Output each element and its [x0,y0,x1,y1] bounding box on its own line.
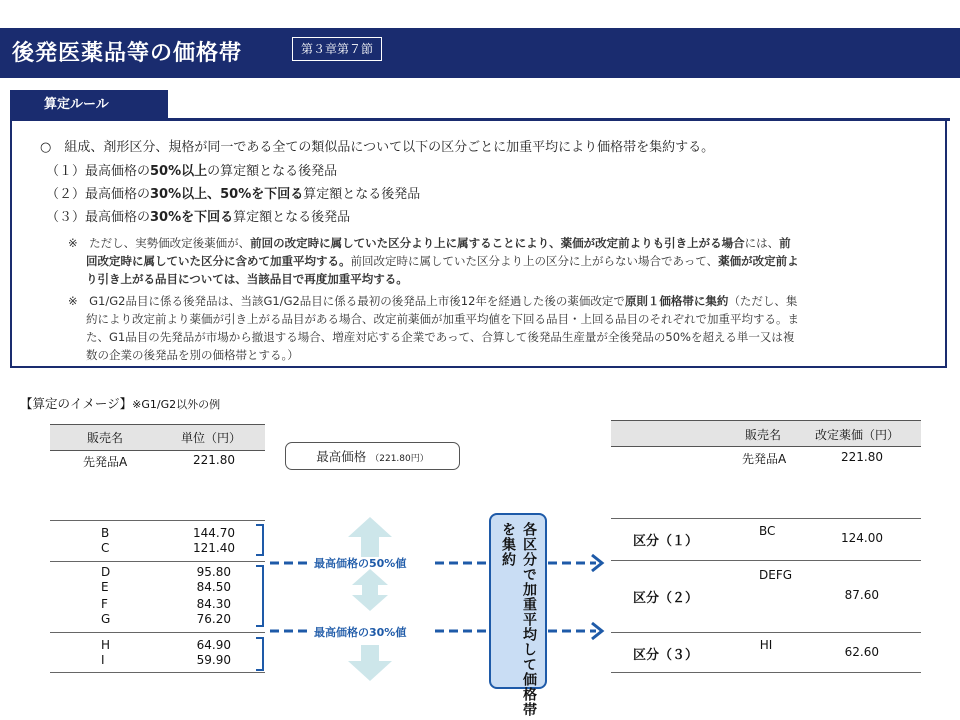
kubun-1-label: 区分（１） [633,534,699,549]
left-row-price: 84.50 [196,580,231,594]
threshold-30-label: 最高価格の30%値 [314,626,407,639]
left-row-price: 64.90 [196,638,231,652]
note2-line4: 数の企業の後発品を別の価格帯とする。） [86,348,299,362]
left-row-name: E [101,580,109,594]
max-price-box: 最高価格 （221.80円） [285,442,460,470]
down-arrow-icon [348,645,392,681]
left-original-price: 221.80 [193,453,235,467]
left-row-name: C [101,541,110,555]
note1-line1: ※ ただし、実勢価改定後薬価が、前回の改定時に属していた区分より上に属することにより、薬価が改定前よりも引き上がる場合には、前 [68,236,791,250]
threshold-50-label: 最高価格の50%値 [314,557,407,570]
right-table-bottom-line [611,672,921,673]
left-row-name: I [101,653,105,667]
right-table-divider [611,560,921,561]
note2-line1: ※ G1/G2品目に係る後発品は、当該G1/G2品目に係る最初の後発品上市後12年を経過した後の薬価改定で原則１価格帯に集約（ただし、集 [68,294,798,308]
aggregation-pill-label: 各区分で加重平均して価格帯を集約 [500,522,537,717]
group-2-bracket [256,565,264,627]
left-row-name: F [101,597,108,611]
chapter-badge: 第３章第７節 [292,37,382,61]
left-row-price: 84.30 [196,597,231,611]
rule-tab-label: 算定ルール [10,90,168,120]
left-row-price: 121.40 [193,541,235,555]
left-row-name: B [101,526,110,540]
kubun-2-label: 区分（２） [633,591,699,606]
kubun-3-items: HI [759,638,773,652]
image-heading: 【算定のイメージ】※G1/G2以外の例 [20,396,221,411]
left-row-price: 95.80 [196,565,231,579]
left-col-name: 販売名 [87,431,124,445]
left-original-name: 先発品A [83,455,128,469]
rule-item-1: （１）最高価格の50%以上の算定額となる後発品 [46,164,338,179]
kubun-2-items: DEFG [759,568,793,582]
up-arrow-icon [348,517,392,557]
group-1-bracket [256,524,264,556]
left-table-divider [50,632,265,633]
right-table-divider [611,632,921,633]
left-table-divider [50,520,265,521]
rule-item-2: （２）最高価格の30%以上、50%を下回る算定額となる後発品 [46,187,421,202]
group-3-bracket [256,637,264,671]
note2-line2: 約により改定前より薬価が引き上がる品目がある場合、改定前薬価が加重平均値を下回る品目・上回る品目のそれぞれで加重平均する。ま [86,312,799,326]
note1-line3: り引き上がる品目については、当該品目で再度加重平均する。 [86,272,408,286]
right-col-name: 販売名 [745,428,782,442]
right-table-divider [611,518,921,519]
left-row-price: 144.70 [193,526,235,540]
page-title: 後発医薬品等の価格帯 [12,41,243,66]
right-original-price: 221.80 [841,450,883,464]
note1-line2: 回改定時に属していた区分に含めて加重平均する。前回改定時に属していた区分より上の区分に上がらない場合であって、薬価が改定前よ [86,254,799,268]
rule-item-3: （３）最高価格の30%を下回る算定額となる後発品 [46,210,351,225]
kubun-3-price: 62.60 [844,645,879,659]
right-col-price: 改定薬価（円） [815,428,900,442]
right-original-name: 先発品A [742,452,787,466]
left-row-price: 59.90 [196,653,231,667]
left-row-name: D [101,565,111,579]
double-arrow-icon [352,569,388,611]
kubun-3-label: 区分（３） [633,648,699,663]
left-col-price: 単位（円） [181,431,242,445]
left-row-price: 76.20 [196,612,231,626]
note2-line3: た、G1品目の先発品が市場から撤退する場合、増産対応する企業であって、合算して後発品生産量が全後発品の50%を超える単一又は複 [86,330,795,344]
left-row-name: H [101,638,111,652]
connector-graphics [270,505,615,685]
rule-intro: ○ 組成、剤形区分、規格が同一である全ての類似品について以下の区分ごとに加重平均により価格帯を集約する。 [40,140,715,155]
kubun-1-items: BC [759,524,776,538]
left-table-divider [50,561,265,562]
left-row-name: G [101,612,111,626]
kubun-2-price: 87.60 [844,588,879,602]
kubun-1-price: 124.00 [841,531,883,545]
left-table-bottom-line [50,672,265,673]
